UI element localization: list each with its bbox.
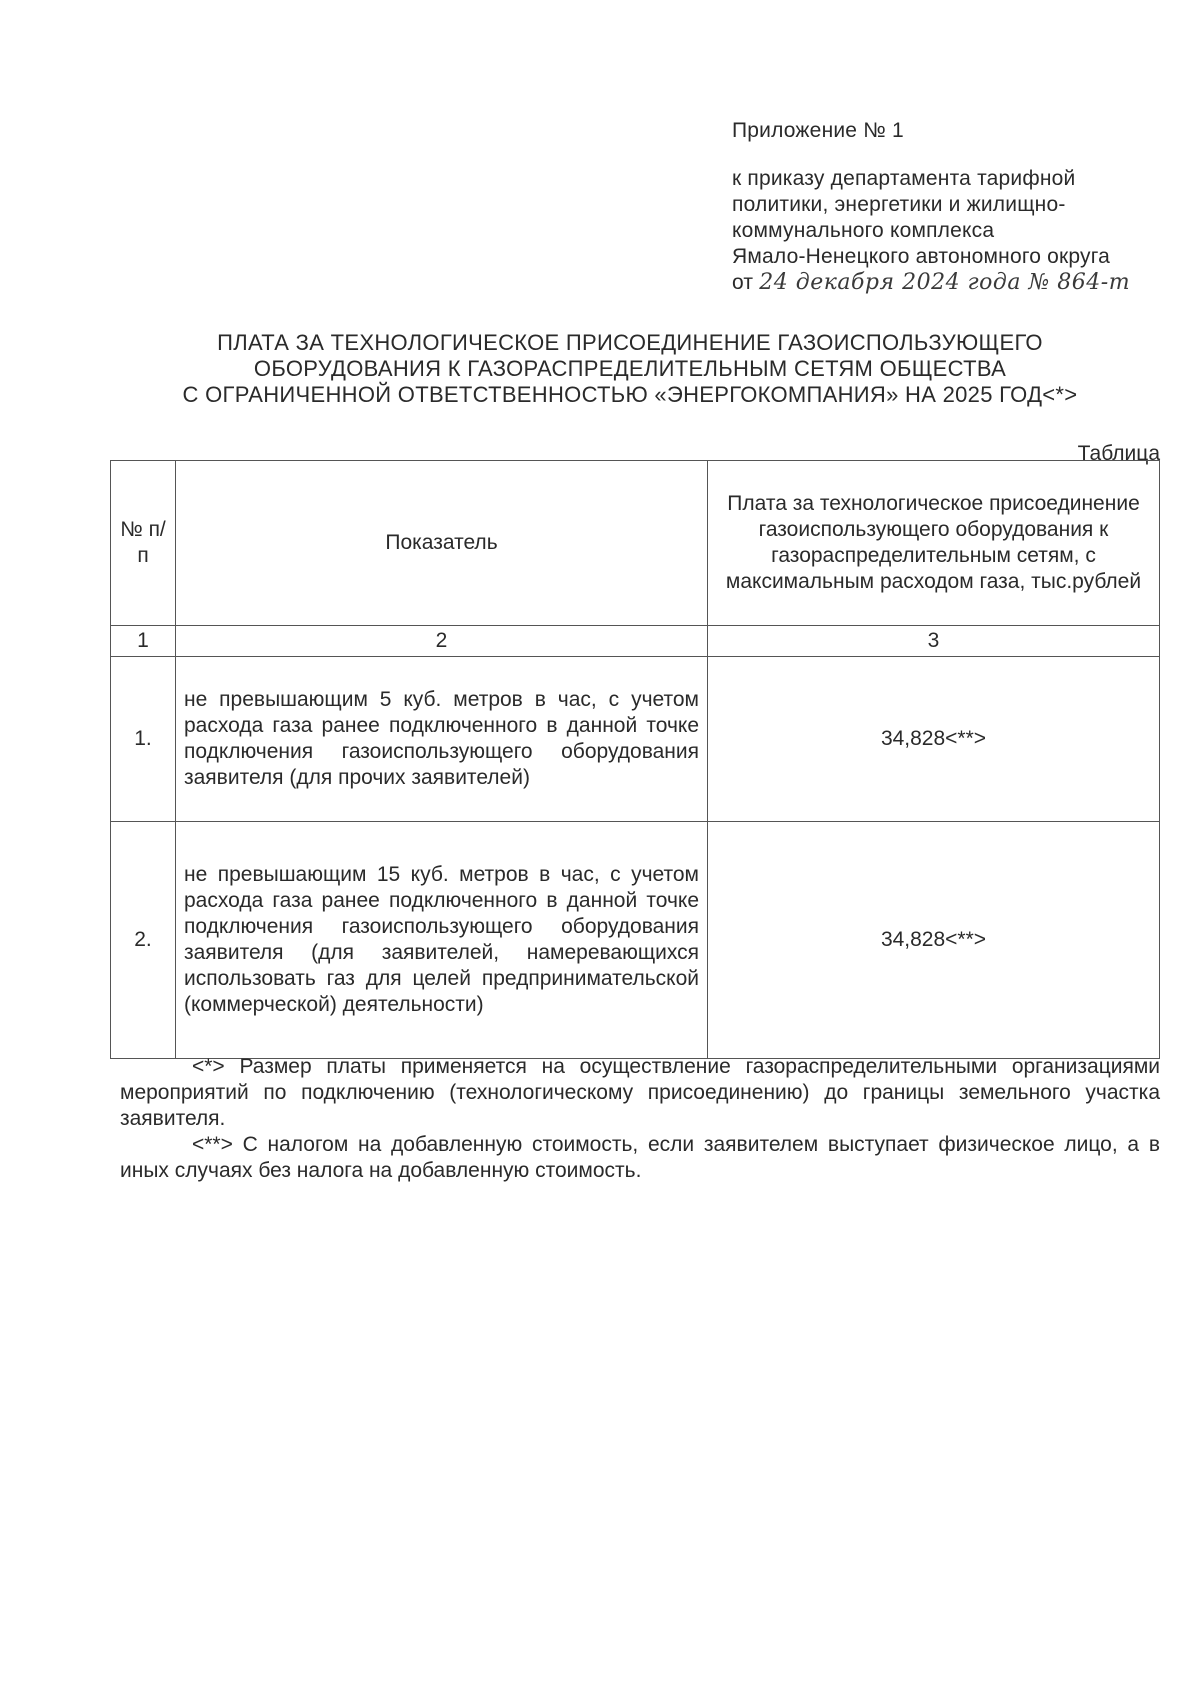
title-line: С ОГРАНИЧЕННОЙ ОТВЕТСТВЕННОСТЬЮ «ЭНЕРГОКОМПАНИЯ» НА 2025 ГОД<*> [182, 382, 1078, 407]
appendix-line: к приказу департамента тарифной [732, 167, 1076, 190]
tariff-table [110, 460, 1160, 1059]
appendix-line: политики, энергетики и жилищно- [732, 193, 1066, 216]
footnote-1: <*> Размер платы применяется на осуществление газораспределительными организациями мероприятий по подключению (технологическому присоединению) до границы земельного участка заявителя. [120, 1055, 1160, 1130]
appendix-line: Ямало-Ненецкого автономного округа [732, 245, 1111, 268]
header-indicator: Показатель [176, 461, 708, 626]
table-row [111, 657, 1160, 822]
appendix-block [732, 118, 1172, 296]
header-number: № п/п [111, 461, 176, 626]
appendix-number: Приложение № 1 [732, 119, 904, 142]
index-cell: 3 [708, 626, 1160, 657]
footnote-2: <**> С налогом на добавленную стоимость, если заявителем выступает физическое лицо, а в иных случаях без налога на добавленную стоимость. [120, 1133, 1160, 1182]
index-cell: 2 [176, 626, 708, 657]
header-fee: Плата за технологическое присоединение газоиспользующего оборудования к газораспределительным сетям, с максимальным расходом газа, тыс.рублей [708, 461, 1160, 626]
table-row [111, 822, 1160, 1059]
index-cell: 1 [111, 626, 176, 657]
table-index-row [111, 626, 1160, 657]
appendix-line: коммунального комплекса [732, 219, 995, 242]
row-value: 34,828<**> [708, 657, 1160, 822]
title-line: ОБОРУДОВАНИЯ К ГАЗОРАСПРЕДЕЛИТЕЛЬНЫМ СЕТЯМ ОБЩЕСТВА [253, 356, 1007, 381]
footnotes [120, 1054, 1160, 1184]
document-title [130, 330, 1130, 408]
date-prefix: от [732, 271, 754, 294]
row-indicator: не превышающим 5 куб. метров в час, с учетом расхода газа ранее подключенного в данной точке подключения газоиспользующего оборудования заявителя (для прочих заявителей) [176, 657, 708, 822]
row-number: 2. [111, 822, 176, 1059]
handwritten-date: 24 декабря 2024 года № 864-т [759, 270, 1131, 295]
appendix-date-line [732, 270, 1172, 296]
row-value: 34,828<**> [708, 822, 1160, 1059]
table-caption: Таблица [1077, 442, 1160, 465]
title-line: ПЛАТА ЗА ТЕХНОЛОГИЧЕСКОЕ ПРИСОЕДИНЕНИЕ ГАЗОИСПОЛЬЗУЮЩЕГО [217, 330, 1043, 355]
table-header-row [111, 461, 1160, 626]
row-indicator: не превышающим 15 куб. метров в час, с учетом расхода газа ранее подключенного в данной точке подключения газоиспользующего оборудования заявителя (для заявителей, намеревающихся использовать газ для целей предпринимательской (коммерческой) деятельности) [176, 822, 708, 1059]
row-number: 1. [111, 657, 176, 822]
